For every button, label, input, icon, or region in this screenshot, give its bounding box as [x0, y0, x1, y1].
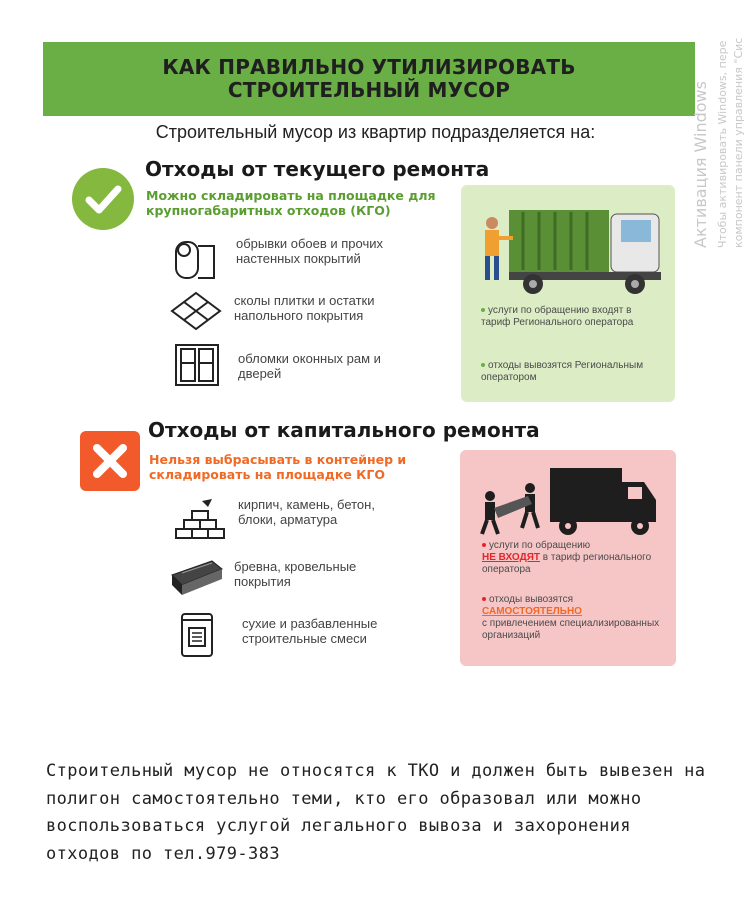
panel-bullet-1: услуги по обращению входят в тариф Регионального оператора — [481, 305, 634, 328]
item-text: обрывки обоев и прочих настенных покрытий — [236, 236, 383, 266]
list-item — [176, 610, 412, 660]
section-current-title: Отходы от текущего ремонта — [145, 157, 490, 181]
item-text: бревна, кровельные покрытия — [234, 559, 357, 589]
title-banner — [43, 42, 695, 116]
panel-bullet-2: отходы вывозятся САМОСТОЯТЕЛЬНО с привлечением специализированных организаций — [482, 594, 660, 641]
tile-icon — [168, 289, 224, 339]
title-line-2: СТРОИТЕЛЬНЫЙ МУСОР — [227, 78, 511, 102]
window-frame-icon — [172, 343, 228, 393]
item-text: сколы плитки и остатки напольного покрытия — [234, 293, 375, 323]
self-removal-panel — [460, 450, 676, 666]
subtitle: Строительный мусор из квартир подразделяется на: — [155, 122, 596, 142]
list-item — [172, 343, 408, 393]
cross-icon — [80, 431, 140, 491]
section-capital-title: Отходы от капитального ремонта — [148, 418, 540, 442]
watermark-line-2: Чтобы активировать Windows, пере — [716, 40, 729, 248]
panel-bullet-2: отходы вывозятся Региональным оператором — [481, 360, 644, 383]
checkmark-icon — [72, 168, 134, 230]
garbage-truck-icon — [461, 190, 675, 310]
watermark-line-3: компонент панели управления "Сис — [732, 37, 745, 248]
list-item — [172, 497, 408, 547]
cargo-truck-icon — [460, 460, 676, 550]
activation-watermark — [690, 4, 750, 254]
watermark-line-1: Активация Windows — [691, 81, 710, 248]
section-capital-note: Нельзя выбрасывать в контейнер и складировать на площадке КГО — [149, 452, 407, 482]
section-current-note: Можно складировать на площадке для крупногабаритных отходов (КГО) — [146, 188, 436, 218]
self-removal-highlight: САМОСТОЯТЕЛЬНО — [482, 606, 582, 617]
title-line-1: КАК ПРАВИЛЬНО УТИЛИЗИРОВАТЬ — [162, 55, 576, 79]
list-item — [168, 289, 404, 339]
item-text: обломки оконных рам и дверей — [238, 351, 381, 381]
footer-text: Строительный мусор не относятся к ТКО и должен быть вывезен на полигон самостоятельно теми, кто его образовал или можно воспользоваться услугой легального вывоза и захоронения отходов по тел.979-383 — [46, 761, 706, 864]
mix-bag-icon — [176, 610, 232, 660]
bricks-icon — [172, 497, 228, 547]
logs-icon — [168, 553, 224, 603]
item-text: кирпич, камень, бетон, блоки, арматура — [238, 497, 375, 527]
not-included-highlight: НЕ ВХОДЯТ — [482, 552, 540, 563]
wallpaper-roll-icon — [170, 236, 226, 286]
regional-operator-panel — [461, 185, 675, 402]
list-item — [170, 236, 406, 286]
panel-bullet-1: услуги по обращению НЕ ВХОДЯТ в тариф регионального оператора — [482, 540, 652, 575]
list-item — [168, 553, 404, 603]
item-text: сухие и разбавленные строительные смеси — [242, 616, 378, 646]
